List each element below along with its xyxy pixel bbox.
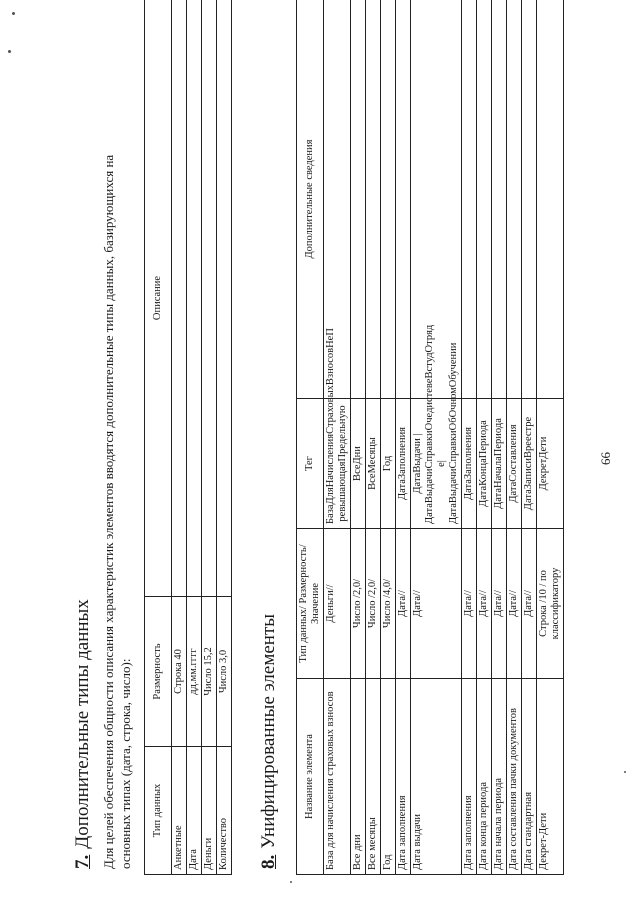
cell-description	[187, 0, 202, 597]
cell-additional-info	[522, 0, 537, 399]
unified-elements-table	[296, 0, 564, 875]
cell-element-name: Декрет-Дети	[537, 679, 564, 875]
cell-type: Количество	[217, 747, 232, 875]
cell-tag: ДатаВыдачи | ДатаВыдачиСправкиОчедистевеВстудОтряд е| ДатаВыдачиСправкиОбОчномОбучении	[411, 399, 462, 529]
cell-element-name: База для начисления страховых взносов	[324, 679, 351, 875]
section-8-heading	[258, 614, 280, 869]
cell-type: Дата//	[477, 529, 492, 679]
header-element-name: Название элемента	[297, 679, 324, 875]
cell-additional-info	[381, 0, 396, 399]
table-row	[507, 0, 522, 875]
cell-element-name: Все дни	[351, 679, 366, 875]
page-number: 66	[598, 452, 613, 465]
cell-additional-info	[537, 0, 564, 399]
cell-additional-info	[477, 0, 492, 399]
cell-element-name: Дата выдачи	[411, 679, 462, 875]
cell-element-name: Дата конца периода	[477, 679, 492, 875]
cell-additional-info	[366, 0, 381, 399]
cell-additional-info	[411, 0, 462, 399]
section-7-number: 7.	[72, 854, 93, 869]
table-row	[324, 0, 351, 875]
table-row	[522, 0, 537, 875]
cell-type: Дата//	[507, 529, 522, 679]
cell-type: Число /2,0/	[366, 529, 381, 679]
cell-tag: Год	[381, 399, 396, 529]
cell-tag: ДатаЗаполнения	[396, 399, 411, 529]
cell-element-name: Все месяцы	[366, 679, 381, 875]
table-row	[202, 0, 217, 875]
table-row	[351, 0, 366, 875]
scan-speck	[290, 881, 292, 883]
cell-additional-info	[351, 0, 366, 399]
cell-type: Дата//	[522, 529, 537, 679]
scan-speck	[12, 12, 15, 15]
section-8-number: 8.	[258, 854, 279, 869]
header-description: Описание	[145, 0, 172, 597]
table-row	[396, 0, 411, 875]
cell-type: Число /2,0/	[351, 529, 366, 679]
cell-dimension: дд.мм.гггг	[187, 597, 202, 747]
cell-additional-info	[396, 0, 411, 399]
cell-type: Дата//	[396, 529, 411, 679]
cell-additional-info	[492, 0, 507, 399]
header-data-type: Тип данных	[145, 747, 172, 875]
cell-element-name: Год	[381, 679, 396, 875]
additional-data-types-table	[144, 0, 232, 875]
cell-tag: ВсеМесяцы	[366, 399, 381, 529]
cell-description	[217, 0, 232, 597]
table-row	[477, 0, 492, 875]
cell-tag: ДекретДети	[537, 399, 564, 529]
section-7-intro: Для целей обеспечения общности описания характеристик элементов вводятся дополнительные типы данных, базирующихся на основных типах (дата, строка, число):	[101, 154, 133, 869]
table-row	[217, 0, 232, 875]
table-row	[492, 0, 507, 875]
cell-dimension: Строка 40	[172, 597, 187, 747]
cell-tag: ДатаСоставления	[507, 399, 522, 529]
cell-type: Деньги	[202, 747, 217, 875]
section-7-heading	[72, 599, 94, 869]
header-dimension: Размерность	[145, 597, 172, 747]
cell-tag: ВсеДни	[351, 399, 366, 529]
table-row	[187, 0, 202, 875]
cell-type: Строка /10 / по классификатору	[537, 529, 564, 679]
cell-element-name: Дата заполнения	[396, 679, 411, 875]
cell-type: Анкетные	[172, 747, 187, 875]
table-row	[172, 0, 187, 875]
cell-type: Дата//	[411, 529, 462, 679]
header-tag: Тег	[297, 399, 324, 529]
cell-dimension: Число 15,2	[202, 597, 217, 747]
cell-additional-info	[462, 0, 477, 399]
cell-tag: ДатаЗаписиВреестре	[522, 399, 537, 529]
cell-description	[172, 0, 187, 597]
cell-type: Дата	[187, 747, 202, 875]
cell-description	[202, 0, 217, 597]
table-header-row	[145, 0, 172, 875]
header-type-dimension-value: Тип данных/ Размерность/ Значение	[297, 529, 324, 679]
scan-speck	[8, 50, 11, 53]
cell-tag: ДатаКонцаПериода	[477, 399, 492, 529]
table-header-row	[297, 0, 324, 875]
table-row	[537, 0, 564, 875]
cell-type: Дата//	[462, 529, 477, 679]
section-7-title: Дополнительные типы данных	[72, 599, 93, 849]
cell-additional-info	[507, 0, 522, 399]
cell-dimension: Число 3,0	[217, 597, 232, 747]
cell-type: Деньги//	[324, 529, 351, 679]
section-8-title: Унифицированные элементы	[258, 613, 279, 849]
table-row	[366, 0, 381, 875]
table-row	[381, 0, 396, 875]
cell-element-name: Дата составления пачки документов	[507, 679, 522, 875]
cell-element-name: Дата стандартная	[522, 679, 537, 875]
table-row	[411, 0, 462, 875]
cell-tag: ДатаЗаполнения	[462, 399, 477, 529]
cell-type: Число /4,0/	[381, 529, 396, 679]
header-additional-info: Дополнительные сведения	[297, 0, 324, 399]
cell-tag: ДатаНачалаПериода	[492, 399, 507, 529]
cell-type: Дата//	[492, 529, 507, 679]
cell-element-name: Дата заполнения	[462, 679, 477, 875]
table-row	[462, 0, 477, 875]
cell-tag: БазаДляНачисленияСтраховыхВзносовНеП ревышающаяПредельную	[324, 399, 351, 529]
scan-speck	[624, 771, 626, 773]
cell-element-name: Дата начала периода	[492, 679, 507, 875]
